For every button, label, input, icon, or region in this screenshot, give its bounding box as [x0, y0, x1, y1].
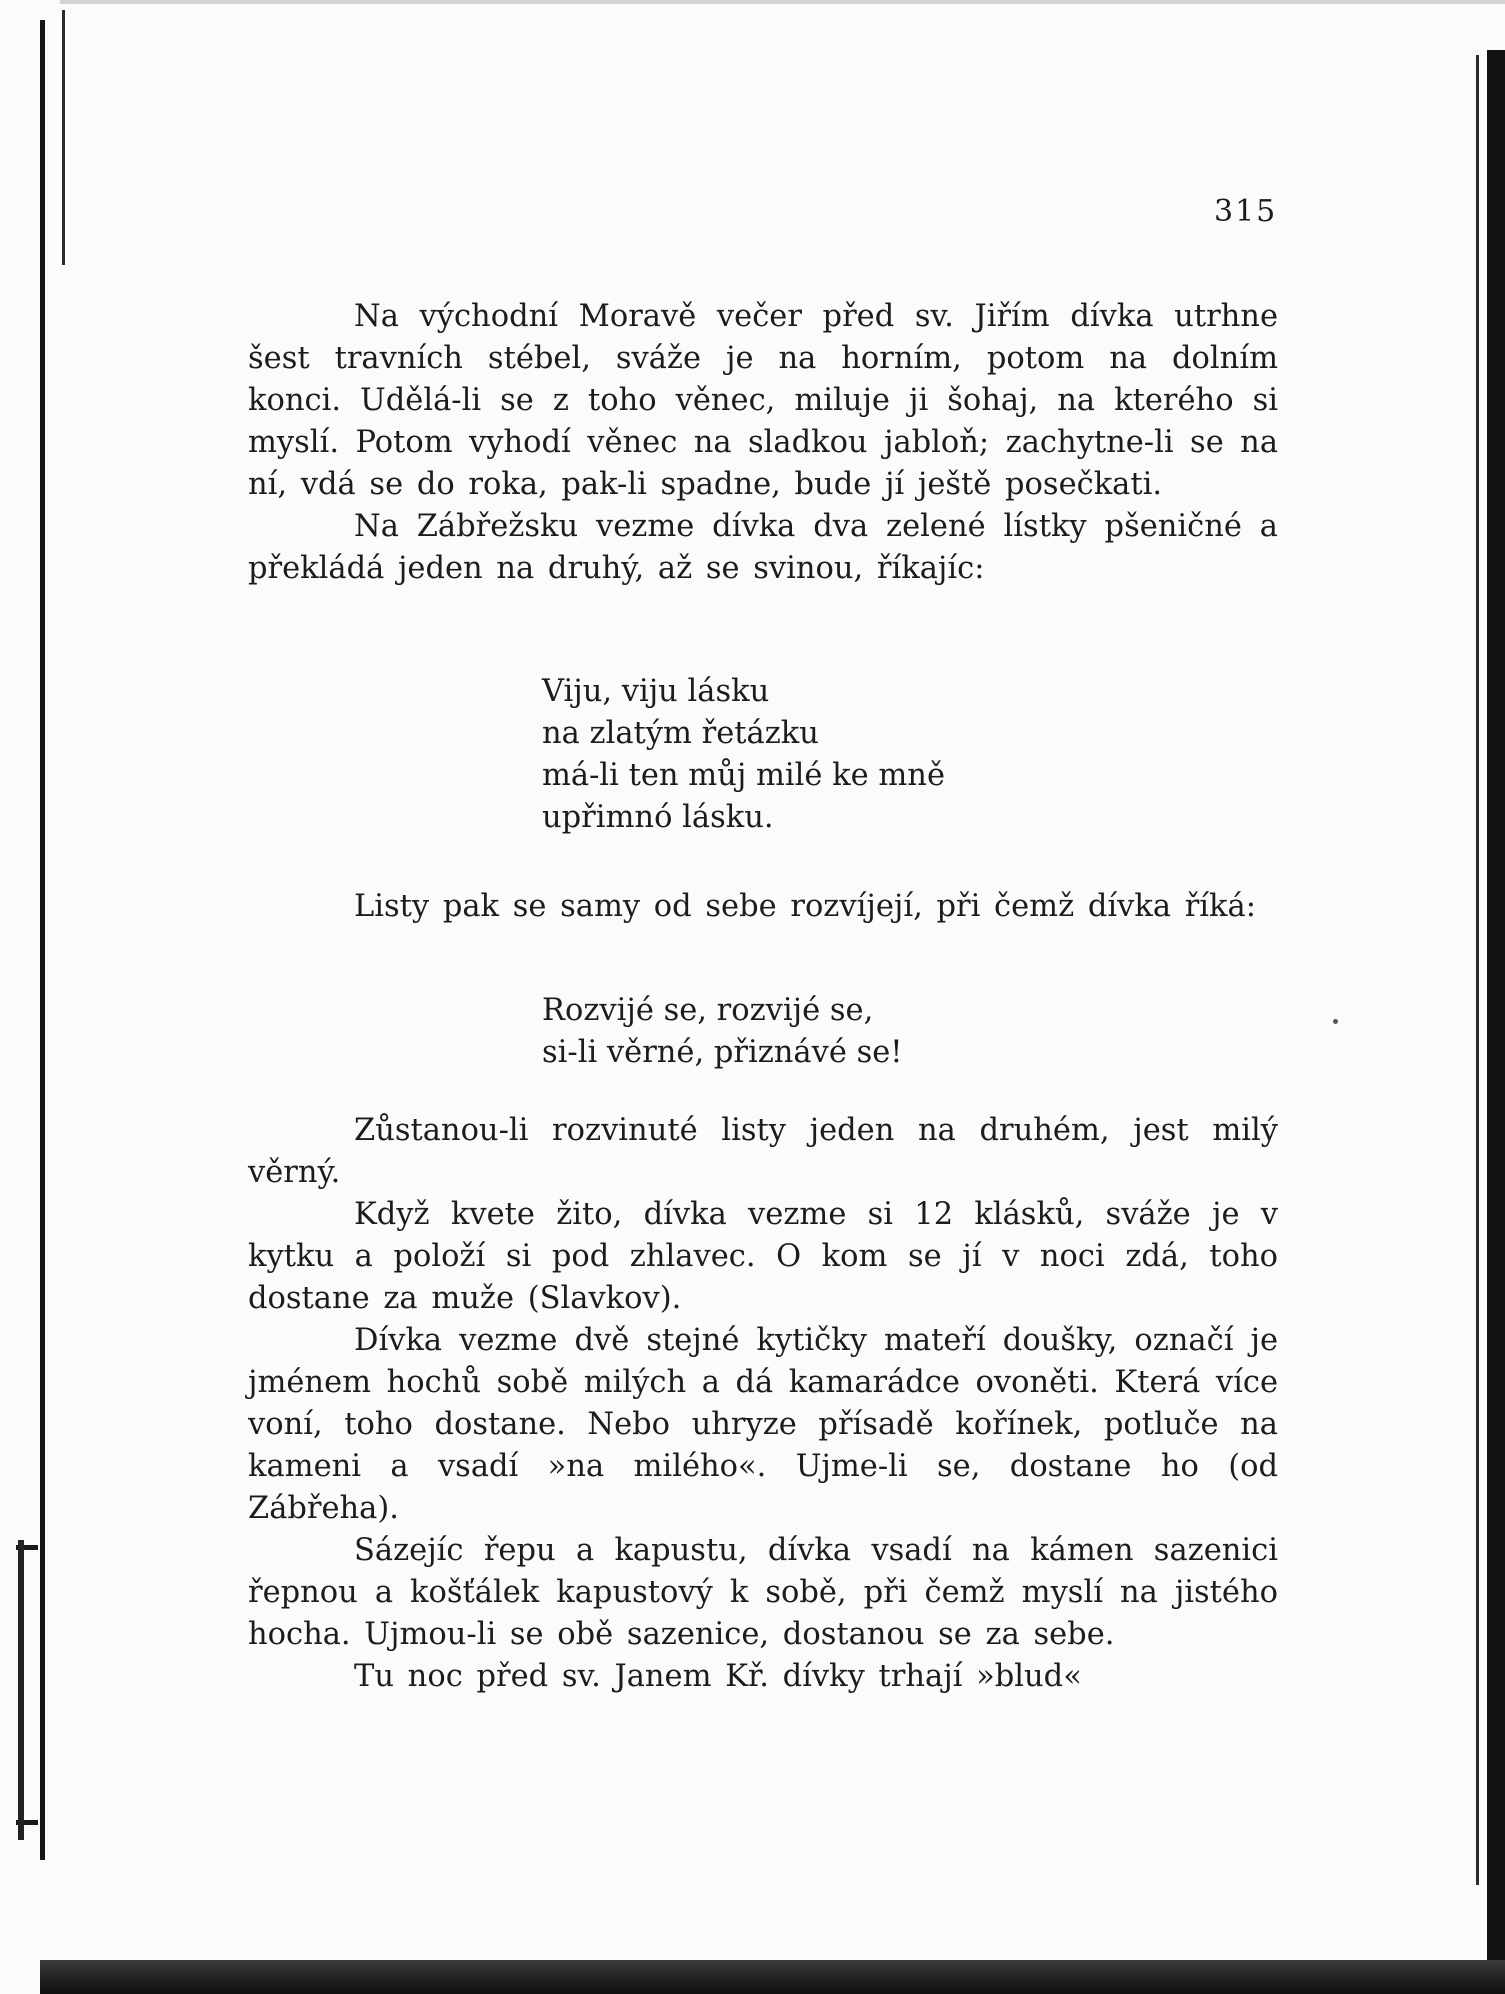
paragraph: Sázejíc řepu a kapustu, dívka vsadí na kámen sazenici řepnou a košťálek kapustový k sobě, při čemž myslí na jistého hocha. Ujmou-li se obě sazenice, dostanou se za sebe.: [248, 1533, 1278, 1652]
verse-line: si-li věrné, přiznávé se!: [542, 1035, 903, 1070]
bottom-scan-edge: [40, 1960, 1505, 1994]
verse-line: Rozvijé se, rozvijé se,: [542, 993, 874, 1028]
scan-speck: [1333, 1019, 1338, 1024]
left-margin-mark: [18, 1540, 24, 1840]
text-section-2: [248, 886, 1278, 928]
paragraph: Dívka vezme dvě stejné kytičky mateří doušky, označí je jménem hochů sobě milých a dá kamarádce ovoněti. Která více voní, toho dostane. Nebo uhryze přísadě kořínek, potluče na kameni a vsadí »na milého«. Ujme-li se, dostane ho (od Zábřeha).: [248, 1323, 1278, 1526]
text-section-1: [248, 296, 1278, 590]
paragraph: Tu noc před sv. Janem Kř. dívky trhají »blud«: [354, 1659, 1082, 1694]
text-section-3: [248, 1110, 1278, 1698]
verse-1: [542, 671, 945, 839]
left-page-edge: [62, 10, 65, 265]
paragraph: Na Zábřežsku vezme dívka dva zelené lístky pšeničné a překládá jeden na druhý, až se svinou, říkajíc:: [248, 509, 1278, 586]
paragraph: Listy pak se samy od sebe rozvíjejí, při čemž dívka říká:: [354, 889, 1256, 924]
left-binding-edge: [40, 20, 45, 1860]
verse-line: upřimnó lásku.: [542, 800, 774, 835]
top-scan-edge: [60, 0, 1505, 4]
verse-line: má-li ten můj milé ke mně: [542, 758, 945, 793]
paragraph: Zůstanou-li rozvinuté listy jeden na druhém, jest milý věrný.: [248, 1113, 1278, 1190]
verse-2: [542, 990, 903, 1074]
verse-line: na zlatým řetázku: [542, 716, 819, 751]
right-scan-edge: [1487, 50, 1505, 1994]
right-page-edge: [1476, 55, 1479, 1885]
verse-line: Viju, viju lásku: [542, 674, 770, 709]
page-number: 315: [1214, 194, 1278, 229]
paragraph: Když kvete žito, dívka vezme si 12 klásků, sváže je v kytku a položí si pod zhlavec. O kom se jí v noci zdá, toho dostane za muže (Slavkov).: [248, 1197, 1278, 1316]
paragraph: Na východní Moravě večer před sv. Jiřím dívka utrhne šest travních stébel, sváže je na horním, potom na dolním konci. Udělá-li se z toho věnec, miluje ji šohaj, na kterého si myslí. Potom vyhodí věnec na sladkou jabloň; zachytne-li se na ní, vdá se do roka, pak-li spadne, bude jí ještě posečkati.: [248, 299, 1278, 502]
